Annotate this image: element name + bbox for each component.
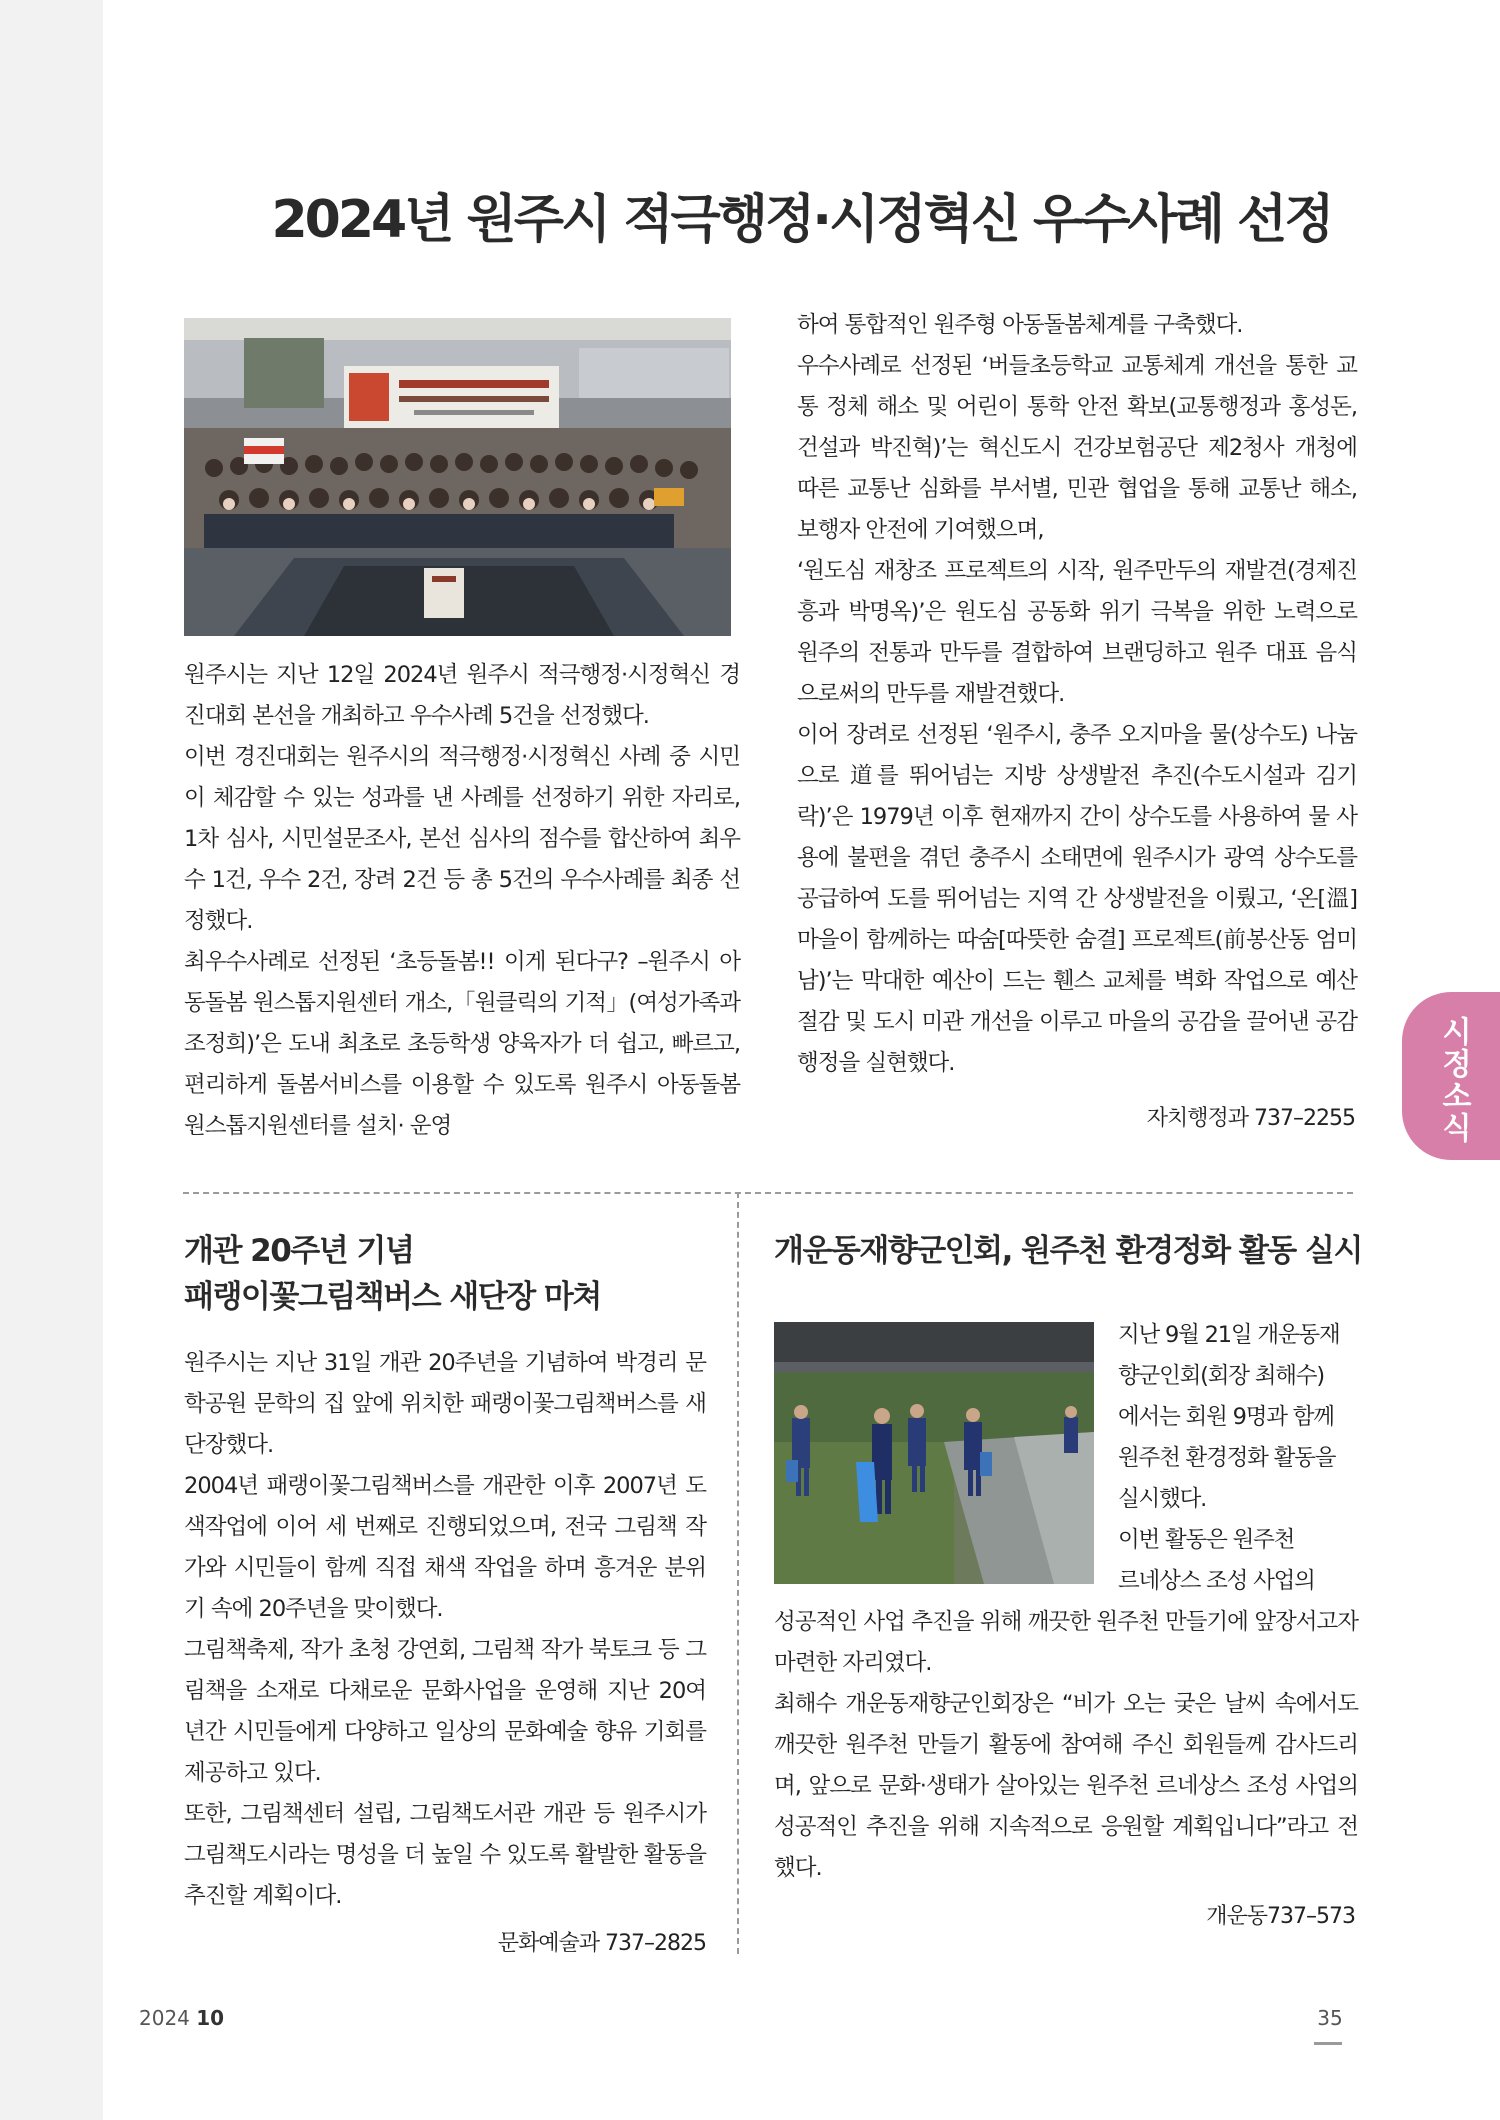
section-divider-horizontal — [183, 1192, 1353, 1194]
page-number: 35 — [1317, 2006, 1343, 2030]
article2-paragraph: 2004년 패랭이꽃그림책버스를 개관한 이후 2007년 도색작업에 이어 세 번째로 진행되었으며, 전국 그림책 작가와 시민들이 함께 직접 채색 작업을 하며 흥겨운 분위기 속에 20주년을 맞이했다. — [184, 1473, 706, 1622]
article2-title-line1: 개관 20주년 기념 — [184, 1233, 414, 1269]
article3-paragraph: 최해수 개운동재향군인회장은 “비가 오는 궂은 날씨 속에서도 깨끗한 원주천 만들기 활동에 참여해 주신 회원들께 감사드리며, 앞으로 문화·생태가 살아있는 원주천 르네상스 조성 사업의 성공적인 추진을 위해 지속적으로 응원할 계획입니다”라고 전했다. — [774, 1691, 1358, 1881]
article3-line: 지난 9월 21일 개운동재 — [1118, 1322, 1340, 1348]
main-title: 2024년 원주시 적극행정·시정혁신 우수사례 선정 — [271, 190, 1332, 250]
article3-line: 원주천 환경정화 활동을 — [1118, 1445, 1336, 1471]
article1-paragraph: 우수사례로 선정된 ‘버들초등학교 교통체계 개선을 통한 교통 정체 해소 및 어린이 통학 안전 확보(교통행정과 홍성돈, 건설과 박진혁)’는 혁신도시 건강보험공단 제2청사 개청에 따른 교통난 심화를 부서별, 민관 협업을 통해 교통난 해소, 보행자 안전에 기여했으며, — [797, 353, 1357, 543]
footer-issue — [139, 2006, 224, 2030]
article1-paragraph: 하여 통합적인 원주형 아동돌봄체계를 구축했다. — [797, 312, 1243, 338]
article1-right-text — [797, 305, 1357, 1084]
cleanup-photo — [774, 1322, 1094, 1584]
article1-paragraph: 이번 경진대회는 원주시의 적극행정·시정혁신 사례 중 시민이 체감할 수 있는 성과를 낸 사례를 선정하기 위한 자리로, 1차 심사, 시민설문조사, 본선 심사의 점수를 합산하여 최우수 1건, 우수 2건, 장려 2건 등 총 5건의 우수사례를 최종 선정했다. — [184, 744, 740, 934]
article3-line: 에서는 회원 9명과 함께 — [1118, 1404, 1334, 1430]
article2-paragraph: 또한, 그림책센터 설립, 그림책도서관 개관 등 원주시가 그림책도시라는 명성을 더 높일 수 있도록 활발한 활동을 추진할 계획이다. — [184, 1801, 706, 1909]
article1-paragraph: 원주시는 지난 12일 2024년 원주시 적극행정·시정혁신 경진대회 본선을 개최하고 우수사례 5건을 선정했다. — [184, 662, 740, 729]
article3-paragraph: 성공적인 사업 추진을 위해 깨끗한 원주천 만들기에 앞장서고자 마련한 자리였다. — [774, 1609, 1358, 1676]
article2-title — [184, 1228, 724, 1320]
article3-text — [774, 1602, 1358, 1889]
footer-month: 10 — [196, 2006, 225, 2030]
article1-paragraph: 이어 장려로 선정된 ‘원주시, 충주 오지마을 물(상수도) 나눔으로 道를 뛰어넘는 지방 상생발전 추진(수도시설과 김기락)’은 1979년 이후 현재까지 간이 상수도를 사용하여 물 사용에 불편을 겪던 충주시 소태면에 원주시가 광역 상수도를 공급하여 도를 뛰어넘는 지역 간 상생발전을 이뤘고, ‘온[溫] 마을이 함께하는 따숨[따뜻한 숨결] 프로젝트(前봉산동 엄미남)’는 막대한 예산이 드는 휀스 교체를 벽화 작업으로 예산 절감 및 도시 미관 개선을 이루고 마을의 공감을 끌어낸 공감행정을 실현했다. — [797, 722, 1357, 1076]
article1-paragraph: ‘원도심 재창조 프로젝트의 시작, 원주만두의 재발견(경제진흥과 박명옥)’은 원도심 공동화 위기 극복을 위한 노력으로 원주의 전통과 만두를 결합하여 브랜딩하고 원주 대표 음식으로써의 만두를 재발견했다. — [797, 558, 1357, 707]
article2-title-line2: 패랭이꽃그림책버스 새단장 마쳐 — [184, 1279, 601, 1315]
article2-text — [184, 1343, 706, 1917]
article3-line: 이번 활동은 원주천 — [1118, 1527, 1295, 1553]
article1-paragraph: 최우수사례로 선정된 ‘초등돌봄!! 이게 된다구? –원주시 아동돌봄 원스톱지원센터 개소,「원클릭의 기적」(여성가족과 조정희)’은 도내 최초로 초등학생 양육자가 더 쉽고, 빠르고, 편리하게 돌봄서비스를 이용할 수 있도록 원주시 아동돌봄 원스톱지원센터를 설치· 운영 — [184, 949, 740, 1139]
article3-title: 개운동재향군인회, 원주천 환경정화 활동 실시 — [774, 1233, 1362, 1269]
page-number-underline — [1314, 2042, 1342, 2045]
article3-line: 르네상스 조성 사업의 — [1118, 1568, 1315, 1594]
article2-paragraph: 그림책축제, 작가 초청 강연회, 그림책 작가 북토크 등 그림책을 소재로 다채로운 문화사업을 운영해 지난 20여 년간 시민들에게 다양하고 일상의 문화예술 향유 기회를 제공하고 있다. — [184, 1637, 706, 1786]
article3-line: 실시했다. — [1118, 1486, 1207, 1512]
article2-paragraph: 원주시는 지난 31일 개관 20주년을 기념하여 박경리 문학공원 문학의 집 앞에 위치한 패랭이꽃그림책버스를 새단장했다. — [184, 1350, 706, 1458]
section-divider-vertical — [737, 1192, 739, 1954]
article1-contact: 자치행정과 737–2255 — [1146, 1106, 1355, 1131]
article3-line: 향군인회(회장 최해수) — [1118, 1363, 1324, 1389]
article1-left-text — [184, 655, 740, 1147]
section-side-tab-label: 시정소식 — [1436, 1016, 1471, 1144]
article2-contact: 문화예술과 737–2825 — [497, 1931, 706, 1956]
footer-year: 2024 — [139, 2006, 190, 2030]
conference-photo — [184, 318, 731, 636]
article3-contact: 개운동737–573 — [1206, 1904, 1355, 1929]
article3-text-beside-photo — [1118, 1315, 1358, 1602]
